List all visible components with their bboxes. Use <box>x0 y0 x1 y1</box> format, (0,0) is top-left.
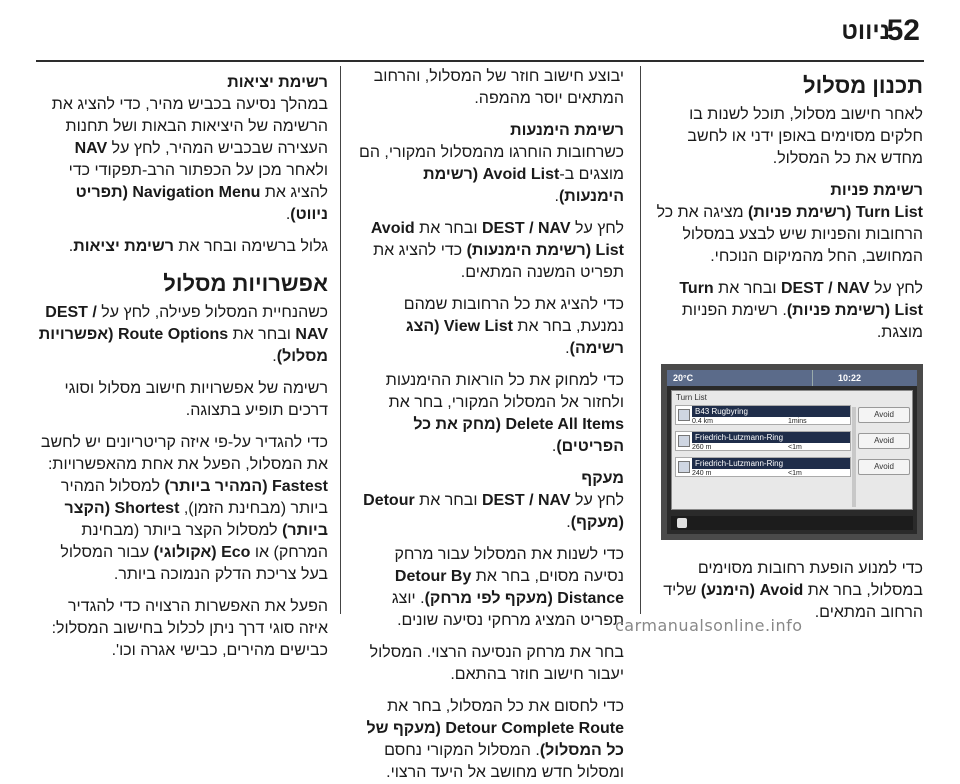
street-name: Friedrich-Lutzmann-Ring <box>692 432 850 443</box>
status-separator <box>812 370 813 386</box>
detour-paragraph-1: לחץ על DEST / NAV ובחר את Detour (מעקף). <box>363 492 624 531</box>
page-header <box>0 0 960 62</box>
turn-arrow-icon <box>678 409 690 421</box>
turn-list-paragraph-1: Turn List (רשימת פניות) מציגה את כל הרחובות והפניות שיש לבצע במסלול המחושב, החל מהמיקום הנוכחי. <box>656 204 923 265</box>
display-bottom-bar <box>671 516 913 530</box>
street-distance: 240 m <box>692 470 712 477</box>
subheading-exit-list: רשימת יציאות <box>227 74 328 91</box>
street-name: Friedrich-Lutzmann-Ring <box>692 458 850 469</box>
exit-list-paragraph-2: גלול ברשימה ובחר את רשימת יציאות. <box>68 238 328 255</box>
recalculation-note: יבוצע חישוב חוזר של המסלול, והרחוב המתאים יוסר מהמפה. <box>373 68 624 107</box>
street-distance: 260 m <box>692 444 712 451</box>
avoid-list-paragraph-2: לחץ על DEST / NAV ובחר את Avoid List (רשימת הימנעות) כדי להציג את תפריט המשנה המתאים. <box>370 220 624 281</box>
turn-list-row <box>675 431 851 451</box>
turn-arrow-icon <box>678 435 690 447</box>
turn-list-row <box>675 405 851 425</box>
exit-list-paragraph-1: במהלך נסיעה בכביש מהיר, כדי להציג את הרשימה של היציאות הבאות ושל תחנות העצירה שבכביש המהיר, לחץ על NAV ולאחר מכן על הכפתור הרב-תפקודי כדי להציג את Navigation Menu (תפריט ניווט). <box>51 96 328 223</box>
detour-paragraph-2: כדי לשנות את המסלול עבור מרחק נסיעה מסוים, בחר את Detour By Distance (מעקף לפי מרחק). יוצג תפריט המציג מרחקי נסיעה שונים. <box>391 546 624 629</box>
subheading-turn-list: רשימת פניות <box>830 182 923 199</box>
avoid-list-paragraph-3: כדי להציג את כל הרחובות שמהם נמנעת, בחר את View List (הצג רשימה). <box>403 296 624 357</box>
avoid-list-paragraph-4: כדי למחוק את כל הוראות ההימנעות ולחזור אל המסלול המקורי, בחר את Delete All Items (מחק את כל הפריטים). <box>385 372 624 455</box>
route-options-paragraph-3: כדי להגדיר על-פי איזה קריטריונים יש לחשב את המסלול, הפעל את אחת מהאפשרויות: Fastest (המהיר ביותר) למסלול המהיר ביותר (מבחינת הזמן), Shortest (הקצר ביותר) למסלול הקצר ביותר (מבחינת המרחק) או Eco (אקולוגי) עבור המסלול בעל צריכת הדלק הנמוכה ביותר. <box>40 434 328 583</box>
column-divider-right <box>640 66 641 614</box>
turn-list-row <box>675 457 851 477</box>
street-time: <1m <box>788 470 802 477</box>
street-distance: 0.4 km <box>692 418 714 425</box>
clock-readout: 10:22 <box>837 373 861 383</box>
header-divider <box>36 60 924 62</box>
left-column <box>38 66 328 662</box>
watermark: carmanualsonline.info <box>615 616 803 635</box>
page-number: 52 <box>886 14 920 47</box>
street-name: B43 Rugbyring <box>692 406 850 417</box>
street-time: 1mins <box>788 418 807 425</box>
right-column <box>655 66 923 624</box>
detour-paragraph-3: בחר את מרחק הנסיעה הרצוי. המסלול יעבור חישוב חוזר בהתאם. <box>369 644 624 683</box>
avoid-button: Avoid <box>858 459 910 475</box>
avoid-button: Avoid <box>858 407 910 423</box>
column-divider-left <box>340 66 341 614</box>
street-time: <1m <box>788 444 802 451</box>
turn-arrow-icon <box>678 461 690 473</box>
detour-paragraph-4: כדי לחסום את כל המסלול, בחר את Detour Complete Route (מעקף של כל המסלול). המסלול המקורי נחסם ומסלול חדש מחושב אל היעד הרצוי. <box>366 698 624 781</box>
turn-list-panel-title: Turn List <box>676 393 707 402</box>
turn-list-panel <box>671 390 913 510</box>
route-options-paragraph-1: כשהנחיית המסלול פעילה, לחץ על DEST / NAV ובחר את Route Options (אפשרויות מסלול). <box>38 304 328 365</box>
temperature-readout: 20°C <box>673 373 694 383</box>
avoid-instruction: כדי למנוע הופעת רחובות מסוימים במסלול, בחר את Avoid (הימנע) שליד הרחוב המתאים. <box>663 560 923 621</box>
avoid-button: Avoid <box>858 433 910 449</box>
section-heading-route-planning: תכנון מסלול <box>803 73 923 98</box>
avoid-list-paragraph-1: כשרחובות הוחרגו מהמסלול המקורי, הם מוצגים ב-Avoid List (רשימת הימנעות). <box>358 144 624 205</box>
turn-list-screenshot <box>661 364 923 540</box>
route-options-paragraph-2: רשימה של אפשרויות חישוב מסלול וסוגי דרכים תופיע בתצוגה. <box>64 380 328 419</box>
turn-list-paragraph-2: לחץ על DEST / NAV ובחר את Turn List (רשימת פניות). רשימת הפניות מוצגת. <box>679 280 923 341</box>
page-title: ניווט <box>841 18 890 45</box>
section-heading-route-options: אפשרויות מסלול <box>163 271 328 296</box>
back-icon <box>677 518 687 528</box>
subheading-avoid-list: רשימת הימנעות <box>510 122 624 139</box>
subheading-detour: מעקף <box>581 470 624 487</box>
display-status-bar <box>667 370 917 386</box>
display-screen <box>667 370 917 534</box>
route-planning-intro: לאחר חישוב מסלול, תוכל לשנות בו חלקים מסוימים באופן ידני או לחשב מחדש את כל המסלול. <box>687 106 923 167</box>
middle-column <box>352 66 624 784</box>
route-options-paragraph-4: הפעל את האפשרות הרצויה כדי להגדיר איזה סוגי דרך ניתן לכלול בחישוב המסלול: כבישים מהירים, כבישי אגרה וכו'. <box>51 598 328 659</box>
turn-list-scrollbar <box>852 407 856 507</box>
